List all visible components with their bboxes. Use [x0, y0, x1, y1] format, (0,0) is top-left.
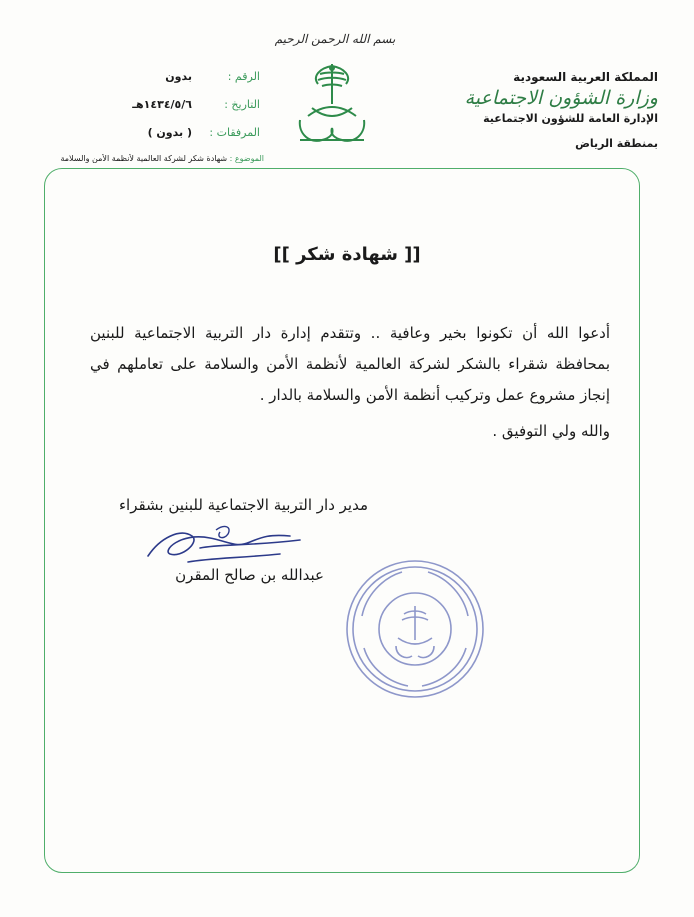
basmala: بسم الله الرحمن الرحيم	[274, 32, 396, 46]
number-label: الرقم :	[227, 70, 260, 83]
signer-title: مدير دار التربية الاجتماعية للبنين بشقراء	[118, 496, 368, 514]
region-name: بمنطقة الرياض	[575, 137, 658, 150]
kingdom-name: المملكة العربية السعودية	[513, 70, 658, 84]
attachments-row	[60, 126, 260, 154]
number-value: بدون	[165, 70, 192, 83]
attachments-value: ( بدون )	[147, 126, 192, 139]
signature-icon	[140, 518, 310, 570]
ministry-header	[438, 70, 658, 150]
general-admin-name: الإدارة العامة للشؤون الاجتماعية	[483, 112, 658, 125]
document-body: أدعوا الله أن تكونوا بخير وعافية .. وتتقدم إدارة دار التربية الاجتماعية للبنين بمحافظة شقراء بالشكر لشركة العالمية لأنظمة الأمن والسلامة على تعاملهم في إنجاز مشروع عمل وتركيب أنظمة الأمن والسلامة بالدار .	[90, 324, 610, 404]
document-title: [[ شهادة شكر ]]	[273, 244, 421, 265]
date-label: التاريخ :	[224, 98, 260, 111]
closing-line: والله ولي التوفيق .	[492, 422, 610, 440]
number-row	[60, 70, 260, 98]
date-value: ١٤٣٤/٥/٦هـ	[132, 98, 192, 111]
date-row	[60, 98, 260, 126]
subject-line	[44, 154, 264, 163]
letter-metadata	[60, 70, 260, 154]
ministry-name: وزارة الشؤون الاجتماعية	[464, 87, 658, 109]
signer-name: عبدالله بن صالح المقرن	[175, 566, 324, 584]
content-frame	[44, 168, 640, 873]
official-stamp-icon	[342, 556, 488, 702]
saudi-emblem-icon	[290, 58, 375, 150]
subject-value: شهادة شكر لشركة العالمية لأنظمة الأمن والسلامة	[60, 154, 228, 163]
attachments-label: المرفقات :	[209, 126, 260, 139]
subject-label: الموضوع :	[229, 154, 264, 163]
